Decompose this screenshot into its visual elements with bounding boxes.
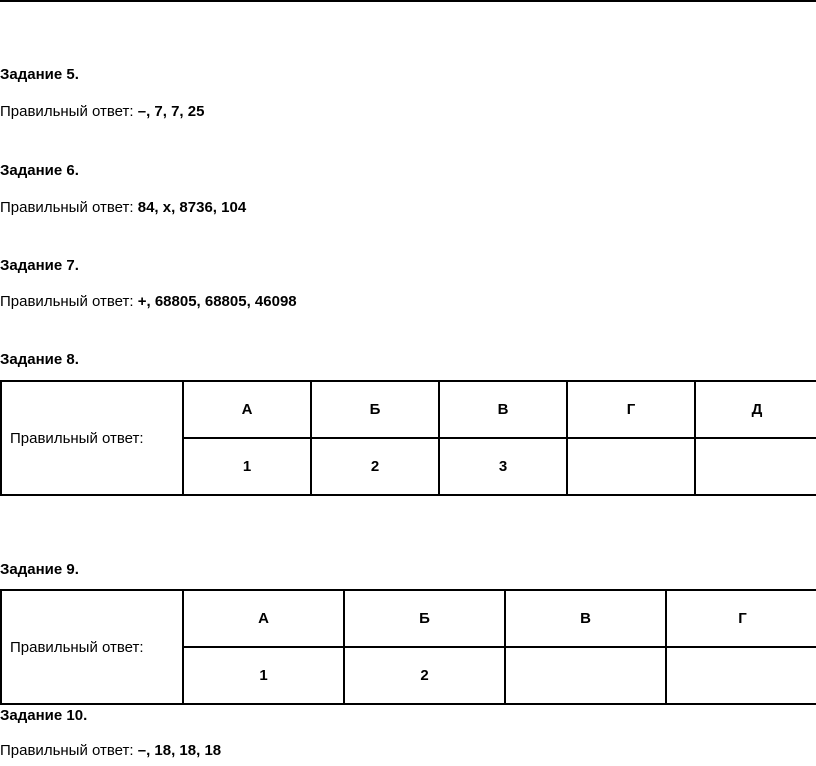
task-8-letter-cell: Д xyxy=(695,381,816,438)
task-9-letter-cell: В xyxy=(505,590,666,647)
task-8-value-cell xyxy=(567,438,695,495)
task-8-answer-label: Правильный ответ: xyxy=(1,381,183,495)
task-5-answer xyxy=(0,103,204,121)
task-9-letter-cell: Б xyxy=(344,590,505,647)
task-8-value-cell xyxy=(695,438,816,495)
task-9-heading: Задание 9. xyxy=(0,561,79,578)
task-8-letter-cell: Б xyxy=(311,381,439,438)
task-10-answer xyxy=(0,742,221,760)
task-9-answer-table xyxy=(0,589,816,705)
task-8-letter-cell: В xyxy=(439,381,567,438)
task-8-answer-table xyxy=(0,380,816,496)
task-10-answer-label: Правильный ответ: xyxy=(0,742,138,759)
task-6-heading: Задание 6. xyxy=(0,162,79,179)
task-5-heading: Задание 5. xyxy=(0,66,79,83)
task-9-value-cell: 1 xyxy=(183,647,344,704)
task-8-letter-cell: Г xyxy=(567,381,695,438)
task-7-answer-label: Правильный ответ: xyxy=(0,293,138,310)
task-7-answer xyxy=(0,293,297,311)
task-9-letter-cell: Г xyxy=(666,590,816,647)
task-10-heading: Задание 10. xyxy=(0,707,88,724)
top-rule xyxy=(0,0,816,2)
task-9-answer-label: Правильный ответ: xyxy=(1,590,183,704)
task-6-answer-value: 84, x, 8736, 104 xyxy=(137,199,247,216)
task-9-letter-cell: А xyxy=(183,590,344,647)
task-5-answer-value: –, 7, 7, 25 xyxy=(137,103,205,120)
task-6-answer-label: Правильный ответ: xyxy=(0,199,138,216)
task-5-answer-label: Правильный ответ: xyxy=(0,103,138,120)
task-8-value-cell: 2 xyxy=(311,438,439,495)
task-9-letter-row xyxy=(1,590,816,647)
task-9-value-cell xyxy=(666,647,816,704)
task-8-letter-row xyxy=(1,381,816,438)
task-7-heading: Задание 7. xyxy=(0,257,79,274)
task-9-value-cell: 2 xyxy=(344,647,505,704)
task-7-answer-value: +, 68805, 68805, 46098 xyxy=(137,293,297,310)
task-9-value-cell xyxy=(505,647,666,704)
task-8-heading: Задание 8. xyxy=(0,351,79,368)
task-10-answer-value: –, 18, 18, 18 xyxy=(137,742,222,759)
task-8-value-cell: 3 xyxy=(439,438,567,495)
task-8-value-cell: 1 xyxy=(183,438,311,495)
task-6-answer xyxy=(0,199,246,217)
task-8-letter-cell: А xyxy=(183,381,311,438)
